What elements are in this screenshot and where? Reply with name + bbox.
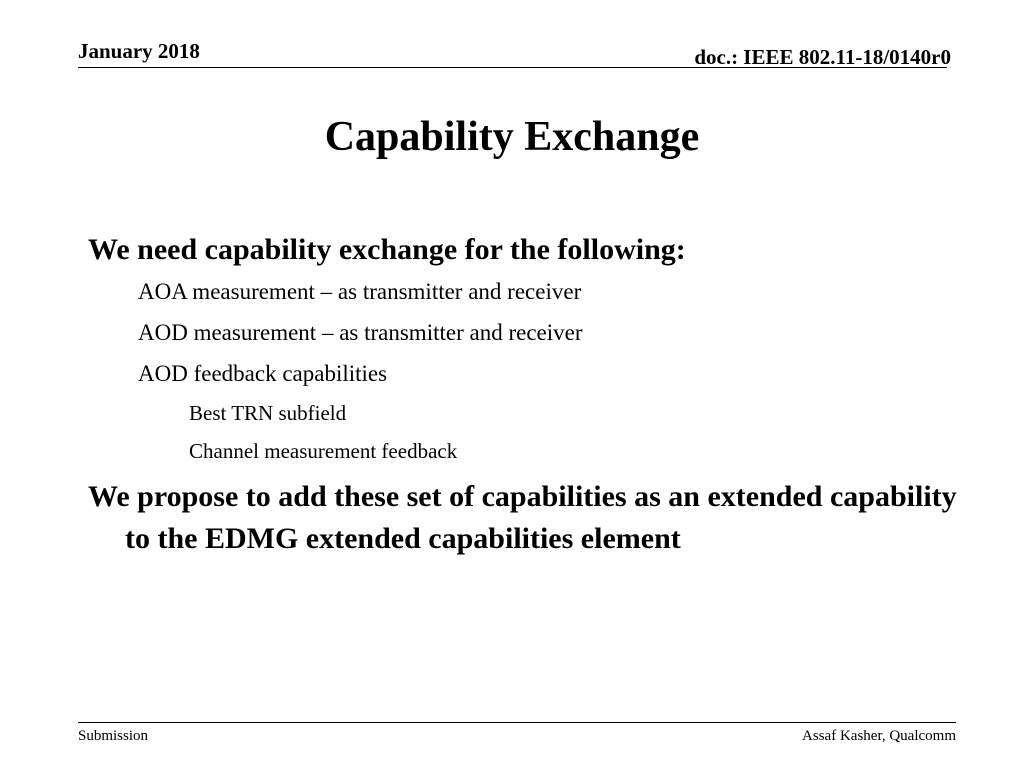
header-divider: [78, 67, 947, 68]
footer-submission: Submission: [78, 728, 149, 744]
bullet-level-1: We propose to add these set of capabilities as an extended capability to the EDMG extended capabilities element: [88, 480, 957, 555]
header-date: January 2018: [78, 39, 200, 63]
header-doc-id: doc.: IEEE 802.11-18/0140r0: [694, 45, 951, 69]
bullet-level-2: AOD feedback capabilities: [138, 361, 388, 386]
footer-divider: [78, 722, 956, 723]
bullet-level-1: We need capability exchange for the following:: [88, 233, 686, 266]
footer-author: Assaf Kasher, Qualcomm: [802, 728, 956, 744]
bullet-level-3: Channel measurement feedback: [189, 439, 458, 463]
bullet-level-2: AOD measurement – as transmitter and receiver: [138, 320, 583, 345]
bullet-level-3: Best TRN subfield: [189, 401, 347, 425]
bullet-level-2: AOA measurement – as transmitter and receiver: [138, 279, 582, 304]
slide-body: [88, 229, 958, 560]
slide-title: Capability Exchange: [324, 114, 700, 160]
